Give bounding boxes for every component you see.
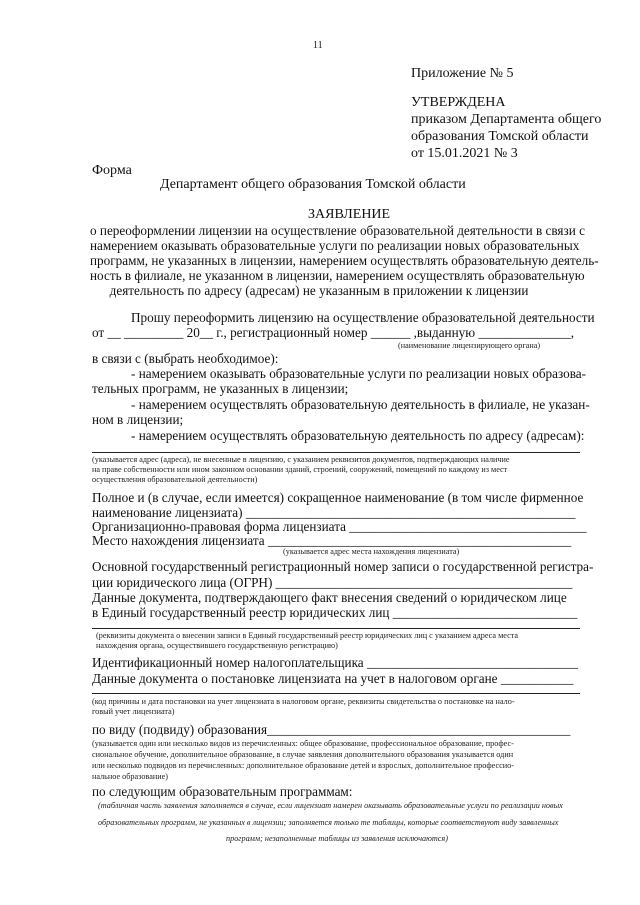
appendix-label: Приложение № 5 <box>411 66 514 81</box>
location-field: Место нахождения лицензиата ______________________________________________ <box>92 533 572 548</box>
subtitle-line: намерением оказывать образовательные услуги по реализации новых образовательных <box>90 238 580 253</box>
tax-hint-2: говый учет лицензиата) <box>92 707 175 716</box>
programs-note-2: образовательных программ, не указанных в лицензии; заполняется только те таблицы, которые соответствуют виду заявленных <box>98 818 559 827</box>
option-branch: - намерением осуществлять образовательную деятельность в филиале, не указан- <box>131 397 590 412</box>
org-form-field: Организационно-правовая форма лицензиата ____________________________________ <box>92 519 587 534</box>
option-new-programs-cont: тельных программ, не указанных в лицензии; <box>92 381 349 396</box>
approved-line3: от 15.01.2021 № 3 <box>411 146 518 161</box>
page-number: 11 <box>313 40 323 51</box>
subtitle-line: ность в филиале, не указанном в лицензии, намерением осуществлять образовательную <box>90 268 585 283</box>
programs-note-3: программ; незаполненные таблицы из заявления исключаются) <box>226 834 448 843</box>
approved-line1: приказом Департамента общего <box>411 112 602 127</box>
education-hint-1: (указывается один или несколько видов из перечисленных: общее образование, профессиональное образование, профес- <box>92 739 514 748</box>
location-hint: (указывается адрес места нахождения лицензиата) <box>283 547 460 556</box>
programs-note-1: (табличная часть заявления заполняется в случае, если лицензиат намерен оказывать образовательные услуги по реализации новых <box>98 801 563 810</box>
tax-hint-1: (код причины и дата постановки на учет лицензиата в налоговом органе, реквизиты свидетельства о постановке на нало- <box>92 697 515 706</box>
inn-field: Идентификационный номер налогоплательщика ________________________________ <box>92 655 578 670</box>
tax-registration-field: Данные документа о постановке лицензиата на учет в налоговом органе ___________ <box>92 671 574 686</box>
address-hint-1: (указывается адрес (адреса), не внесенные в лицензию, с указанием реквизитов документов, подтверждающих наличие <box>92 455 510 464</box>
egrul-field: в Единый государственный реестр юридических лиц ____________________________ <box>92 605 578 620</box>
option-branch-cont: ном в лицензии; <box>92 412 184 427</box>
address-hint-2: на праве собственности или ином законном основании зданий, строений, сооружений, помещений по каждому из мест <box>92 465 508 474</box>
reason-intro: в связи с (выбрать необходимое): <box>92 351 279 366</box>
egrul-hint-1: (реквизиты документа о внесении записи в Единый государственный реестр юридических лиц с указанием адреса места <box>96 631 519 640</box>
tax-blank-line <box>92 693 580 694</box>
option-address: - намерением осуществлять образовательную деятельность по адресу (адресам): <box>131 428 585 443</box>
egrul-hint-2: нахождения органа, осуществившего государственную регистрацию) <box>96 641 338 650</box>
full-name-label: Полное и (в случае, если имеется) сокращенное наименование (в том числе фирменное <box>92 490 584 505</box>
education-hint-3: или несколько подвидов из перечисленных: дополнительное образование детей и взрослых, дополнительное профессио- <box>92 761 514 770</box>
request-line-2: от __ _________ 20__ г., регистрационный номер ______ ,выданную ______________, <box>92 325 575 340</box>
education-type-field: по виду (подвиду) образования______________________________________________ <box>92 722 571 737</box>
form-label: Форма <box>92 163 132 178</box>
programs-label: по следующим образовательным программам: <box>92 784 353 799</box>
issuer-hint: (наименование лицензирующего органа) <box>398 341 541 350</box>
address-hint-3: осуществления образовательной деятельности) <box>92 475 258 484</box>
ogrn-field: ции юридического лица (ОГРН) _____________________________________________ <box>92 575 573 590</box>
subtitle-line: деятельность по адресу (адресам) не указанным в приложении к лицензии <box>109 283 529 298</box>
approved-title: УТВЕРЖДЕНА <box>411 95 506 110</box>
education-hint-4: нальное образование) <box>92 772 168 781</box>
address-blank-line <box>92 452 580 453</box>
department-name: Департамент общего образования Томской области <box>160 177 466 192</box>
approved-line2: образования Томской области <box>411 129 589 144</box>
education-hint-2: сиональное обучение, дополнительное образование, в случае заявления дополнительного образования указывается один <box>92 750 514 759</box>
subtitle-line: о переоформлении лицензии на осуществление образовательной деятельности в связи с <box>90 223 585 238</box>
subtitle-line: программ, не указанных в лицензии, намерением осуществлять образовательную деятель- <box>90 253 599 268</box>
egrul-blank-line <box>92 628 580 629</box>
option-new-programs: - намерением оказывать образовательные услуги по реализации новых образова- <box>131 366 587 381</box>
document-heading: ЗАЯВЛЕНИЕ <box>308 207 391 222</box>
full-name-field: наименование лицензиата) __________________________________________________ <box>92 505 576 520</box>
request-line-1: Прошу переоформить лицензию на осуществление образовательной деятельности <box>131 310 595 325</box>
ogrn-label: Основной государственный регистрационный номер записи о государственной регистра- <box>92 559 594 574</box>
egrul-label: Данные документа, подтверждающего факт внесения сведений о юридическом лице <box>92 590 567 605</box>
